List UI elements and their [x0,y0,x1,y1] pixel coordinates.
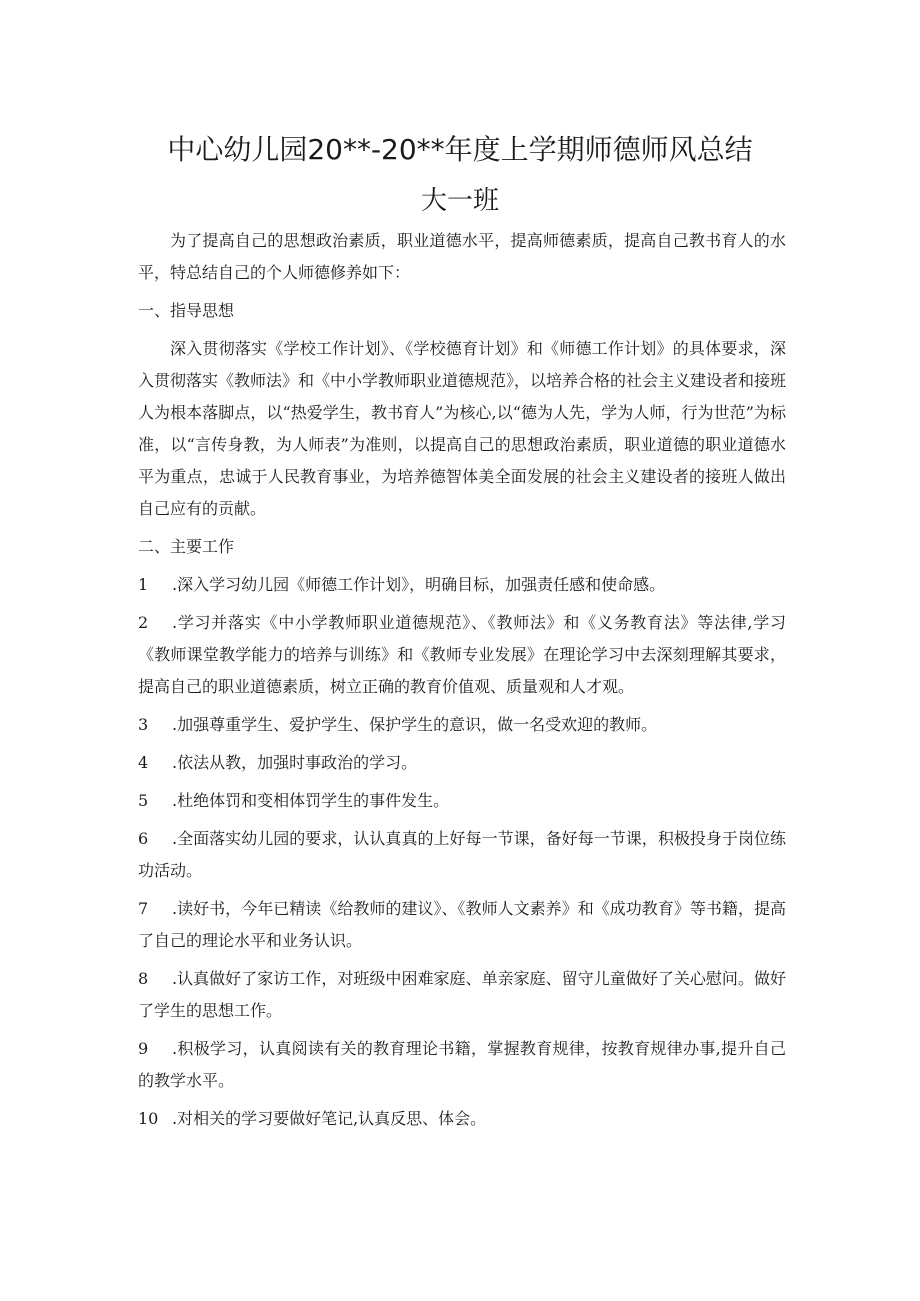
list-item-text: .加强尊重学生、爱护学生、保护学生的意识，做一名受欢迎的教师。 [172,715,658,734]
list-item-text: .杜绝体罚和变相体罚学生的事件发生。 [172,791,450,810]
list-item-number: 9 [138,1039,149,1058]
list-item-text: .认真做好了家访工作，对班级中困难家庭、单亲家庭、留守儿童做好了关心慰问。做好了学生的思想工作。 [138,969,786,1020]
list-item [138,607,786,703]
list-item-number: 2 [138,613,149,632]
page-title: 中心幼儿园20**-20**年度上学期师德师风总结 [167,133,753,166]
list-item [138,893,786,957]
list-item-text: .深入学习幼儿园《师德工作计划》，明确目标，加强责任感和使命感。 [172,575,666,594]
list-item-number: 4 [138,753,149,772]
list-item-text: .全面落实幼儿园的要求，认认真真的上好每一节课，备好每一节课，积极投身于岗位练功活动。 [138,829,786,880]
list-item [138,785,786,817]
list-item [138,569,786,601]
document-body [138,225,786,1141]
list-item-text: .依法从教，加强时事政治的学习。 [172,753,418,772]
list-item [138,1103,786,1135]
list-item-number: 8 [138,969,149,988]
list-item [138,709,786,741]
list-item-text: .积极学习，认真阅读有关的教育理论书籍，掌握教育规律，按教育规律办事,提升自己的教学水平。 [138,1039,786,1090]
list-item-number: 7 [138,899,149,918]
section-heading-guiding-thought: 一、指导思想 [138,301,235,320]
list-item-text: .学习并落实《中小学教师职业道德规范》、《教师法》和《义务教育法》等法律,学习《教师课堂教学能力的培养与训练》和《教师专业发展》在理论学习中去深刻理解其要求，提高自己的职业道德素质，树立正确的教育价值观、质量观和人才观。 [138,613,786,696]
list-item [138,823,786,887]
list-item [138,1033,786,1097]
list-item-number: 5 [138,791,149,810]
list-item-number: 1 [138,575,149,594]
list-item-text: .读好书，今年已精读《给教师的建议》、《教师人文素养》和《成功教育》等书籍，提高了自己的理论水平和业务认识。 [138,899,786,950]
list-item-number: 10 [138,1109,159,1128]
list-item [138,747,786,779]
list-item [138,963,786,1027]
list-item-number: 6 [138,829,149,848]
list-item-text: .对相关的学习要做好笔记,认真反思、体会。 [172,1109,487,1128]
intro-paragraph: 为了提高自己的思想政治素质，职业道德水平，提高师德素质，提高自己教书育人的水平，特总结自己的个人师德修养如下： [138,231,786,282]
list-item-number: 3 [138,715,149,734]
class-subtitle: 大一班 [420,186,499,216]
guiding-thought-paragraph: 深入贯彻落实《学校工作计划》、《学校德育计划》和《师德工作计划》的具体要求，深入贯彻落实《教师法》和《中小学教师职业道德规范》，以培养合格的社会主义建设者和接班人为根本落脚点，以“热爱学生，教书育人”为核心,以“德为人先，学为人师，行为世范”为标准，以“言传身教，为人师表”为准则，以提高自己的思想政治素质，职业道德的职业道德水平为重点，忠诚于人民教育事业，为培养德智体美全面发展的社会主义建设者的接班人做出自己应有的贡献。 [138,339,787,518]
section-heading-main-work: 二、主要工作 [138,537,235,556]
